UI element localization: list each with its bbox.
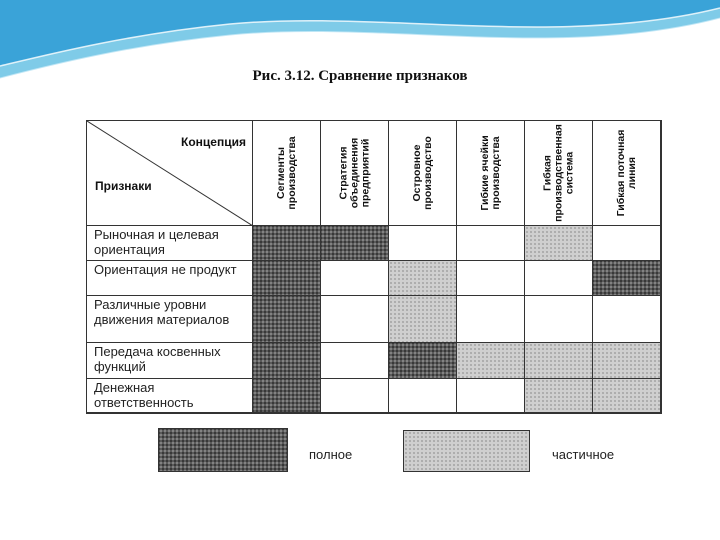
row-label: Денежная ответственность <box>87 379 253 413</box>
table-cell-partial <box>593 379 661 413</box>
table-cell-empty <box>593 296 661 343</box>
legend-swatch-partial <box>403 430 530 472</box>
table-cell-empty <box>457 261 525 296</box>
table-cell-empty <box>389 379 457 413</box>
table-cell-partial <box>389 261 457 296</box>
table-cell-full <box>593 261 661 296</box>
column-header-label: Гибкие ячейки производства <box>478 135 502 211</box>
row-label: Рыночная и целевая ориентация <box>87 226 253 261</box>
row-label: Различные уровни движения материалов <box>87 296 253 343</box>
column-header <box>525 121 593 226</box>
column-header <box>457 121 525 226</box>
table-cell-empty <box>321 296 389 343</box>
table-cell-full <box>389 343 457 379</box>
column-header-label: Стратегия объединения предприятий <box>337 137 371 209</box>
table-cell-partial <box>525 379 593 413</box>
column-header <box>321 121 389 226</box>
legend-label-full: полное <box>309 447 353 462</box>
table-cell-empty <box>457 226 525 261</box>
column-header <box>253 121 321 226</box>
column-header <box>593 121 661 226</box>
table-cell-empty <box>525 261 593 296</box>
table-cell-partial <box>457 343 525 379</box>
column-header <box>389 121 457 226</box>
table-cell-partial <box>525 226 593 261</box>
table-cell-empty <box>457 379 525 413</box>
table-cell-empty <box>593 226 661 261</box>
table-cell-empty <box>525 296 593 343</box>
figure-caption: Рис. 3.12. Сравнение признаков <box>252 68 468 84</box>
table-cell-empty <box>321 379 389 413</box>
table-cell-partial <box>389 296 457 343</box>
table-cell-full <box>253 343 321 379</box>
table-cell-partial <box>525 343 593 379</box>
table-cell-full <box>253 261 321 296</box>
header-wave-decoration <box>0 0 720 100</box>
column-header-label: Сегменты производства <box>274 136 298 210</box>
table-cell-full <box>253 296 321 343</box>
table-cell-partial <box>593 343 661 379</box>
table-cell-empty <box>389 226 457 261</box>
column-header-label: Островное производство <box>410 136 434 210</box>
corner-label-features: Признаки <box>95 179 152 193</box>
table-corner-header <box>87 121 253 226</box>
comparison-table <box>86 120 662 414</box>
column-header-label: Гибкая поточная линия <box>614 129 638 217</box>
legend-swatch-full <box>158 428 288 472</box>
legend-label-partial: частичное <box>552 447 615 462</box>
table-cell-empty <box>321 343 389 379</box>
table-cell-empty <box>321 261 389 296</box>
table-cell-full <box>321 226 389 261</box>
row-label: Передача косвенных функций <box>87 343 253 379</box>
table-cell-full <box>253 226 321 261</box>
table-cell-empty <box>457 296 525 343</box>
row-label: Ориентация не продукт <box>87 261 253 296</box>
column-header-label: Гибкая производственная система <box>541 124 575 222</box>
corner-label-concept: Концепция <box>181 135 246 149</box>
table-cell-full <box>253 379 321 413</box>
